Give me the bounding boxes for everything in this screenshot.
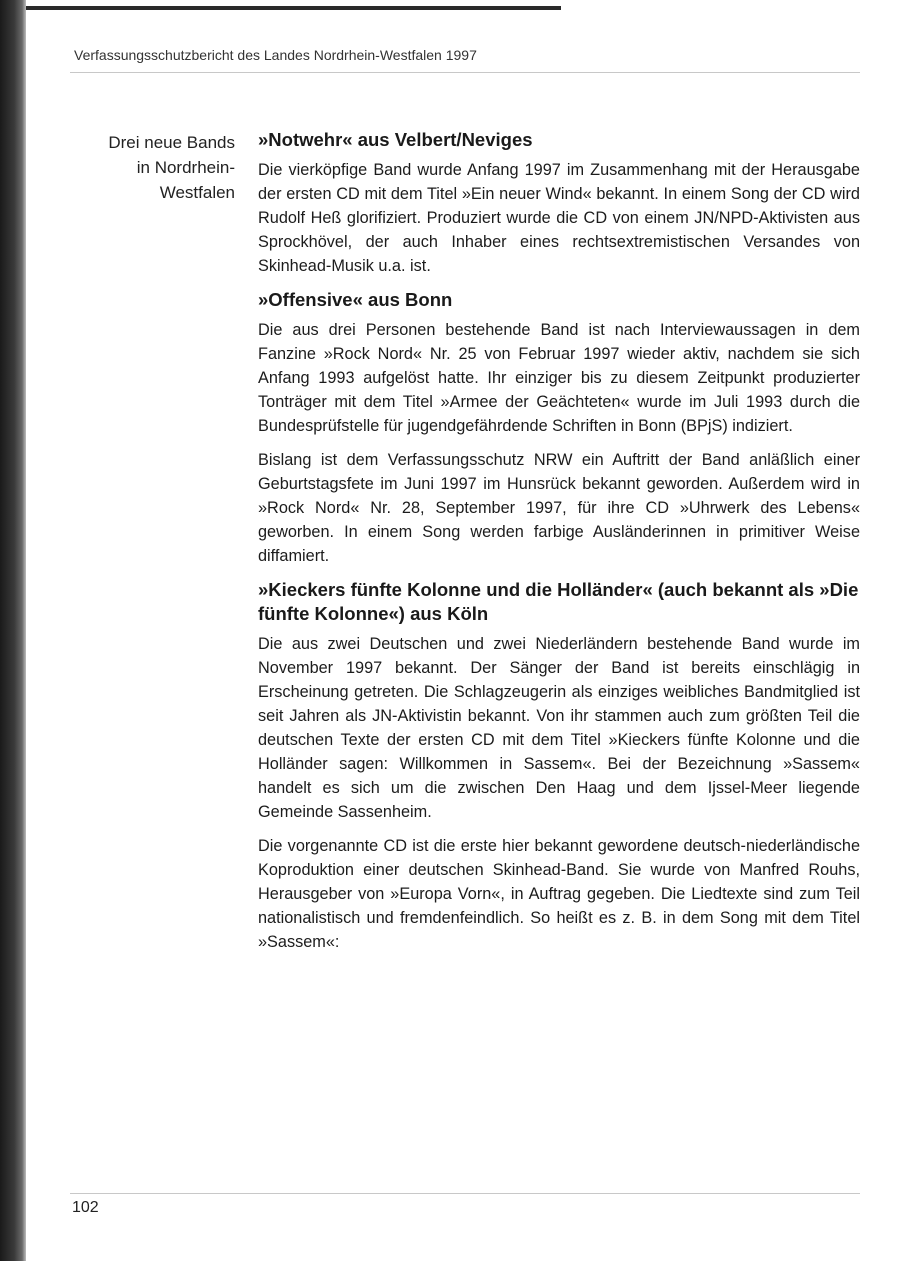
footer-divider [70, 1193, 860, 1194]
header-divider [70, 72, 860, 73]
paragraph: Die vierköpfige Band wurde Anfang 1997 im Zusammenhang mit der Herausgabe der ersten CD mit dem Titel »Ein neuer Wind« bekannt. In einem Song der CD wird Rudolf Heß glorifiziert. Produziert wurde die CD von einem JN/NPD-Aktivisten aus Sprockhövel, der auch Inhaber eines rechtsextremistischen Versandes von Skinhead-Musik u.a. ist. [258, 161, 860, 275]
paragraph: Die vorgenannte CD ist die erste hier bekannt gewordene deutsch-niederländische Koproduktion einer deutschen Skinhead-Band. Sie wurde von Manfred Rouhs, Herausgeber von »Europa Vorn«, in Auftrag gegeben. Die Liedtexte sind zum Teil nationalistisch und fremdenfeindlich. So heißt es z. B. in dem Song mit dem Titel »Sassem«: [258, 837, 860, 951]
section-offensive [258, 288, 860, 568]
paragraph: Bislang ist dem Verfassungsschutz NRW ein Auftritt der Band anläßlich einer Geburtstagsfete im Juni 1997 im Hunsrück bekannt geworden. Außerdem wird in »Rock Nord« Nr. 28, September 1997, für ihre CD »Uhrwerk des Lebens« geworben. In einem Song werden farbige Ausländerinnen in primitiver Weise diffamiert. [258, 451, 860, 565]
margin-note-line: in Nordrhein- [136, 158, 235, 177]
section-heading: »Kieckers fünfte Kolonne und die Holländer« (auch bekannt als »Die fünfte Kolonne«) aus Köln [258, 579, 859, 624]
section-notwehr [258, 128, 860, 278]
margin-note-line: Westfalen [159, 183, 235, 202]
paragraph: Die aus drei Personen bestehende Band ist nach Interviewaussagen in dem Fanzine »Rock Nord« Nr. 25 von Februar 1997 wieder aktiv, nachdem sie sich Anfang 1993 aufgelöst hatte. Ihr einziger bis zu diesem Zeitpunkt produzierter Tonträger mit dem Titel »Armee der Geächteten« wurde im Juli 1993 durch die Bundesprüfstelle für jugendgefährdende Schriften in Bonn (BPjS) indiziert. [258, 321, 860, 435]
section-heading: »Notwehr« aus Velbert/Neviges [258, 129, 533, 150]
section-heading: »Offensive« aus Bonn [258, 289, 453, 310]
page-number: 102 [72, 1199, 99, 1216]
margin-note [70, 130, 235, 205]
paragraph: Die aus zwei Deutschen und zwei Niederländern bestehende Band wurde im November 1997 bekannt. Der Sänger der Band ist bereits einschlägig in Erscheinung getreten. Die Schlagzeugerin als einziges weibliches Bandmitglied ist seit Jahren als JN-Aktivistin bekannt. Von ihr stammen auch zum größten Teil die deutschen Texte der ersten CD mit dem Titel »Kieckers fünfte Kolonne und die Holländer sagen: Willkommen in Sassem«. Bei der Bezeichnung »Sassem« handelt es sich um die zwischen Den Haag und dem Ijssel-Meer liegende Gemeinde Sassenheim. [258, 635, 860, 821]
margin-note-line: Drei neue Bands [108, 133, 235, 152]
section-kieckers [258, 578, 860, 954]
running-header: Verfassungsschutzbericht des Landes Nordrhein-Westfalen 1997 [74, 47, 477, 63]
main-text [258, 128, 860, 964]
book-spine-shadow [0, 0, 26, 1261]
top-rule [26, 6, 561, 10]
